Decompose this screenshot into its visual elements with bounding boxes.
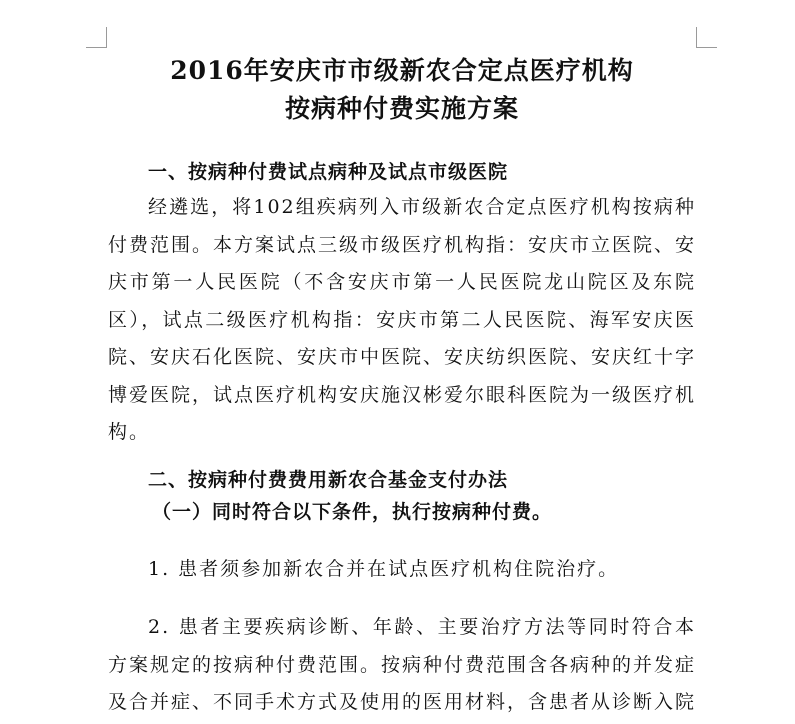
section-2-subheading: （一）同时符合以下条件，执行按病种付费。 [152,500,553,523]
section-1-heading: 一、按病种付费试点病种及试点市级医院 [148,161,509,183]
section-2-item-2: 2. 患者主要疾病诊断、年龄、主要治疗方法等同时符合本方案规定的按病种付费范围。按病种付费范围含各病种的并发症及合并症、不同手术方式及使用的医用材料，含患者从诊断入院 [108,616,697,713]
crop-mark-top-right [696,27,717,48]
document-title-line-2: 按病种付费实施方案 [284,94,519,123]
section-2-heading: 二、按病种付费费用新农合基金支付办法 [148,468,509,491]
section-1-paragraph: 经遴选，将102组疾病列入市级新农合定点医疗机构按病种付费范围。本方案试点三级市级医疗机构指：安庆市立医院、安庆市第一人民医院（不含安庆市第一人民医院龙山院区及东院区），试点二级医疗机构指：安庆市第二人民医院、海军安庆医院、安庆石化医院、安庆市中医院、安庆纺织医院、安庆红十字博爱医院，试点医疗机构安庆施汉彬爱尔眼科医院为一级医疗机构。 [108,196,697,443]
document-title-line-1: 2016年安庆市市级新农合定点医疗机构 [170,56,634,85]
section-2-item-1: 1. 患者须参加新农合并在试点医疗机构住院治疗。 [148,557,620,580]
crop-mark-top-left [86,27,107,48]
document-body [108,52,696,722]
